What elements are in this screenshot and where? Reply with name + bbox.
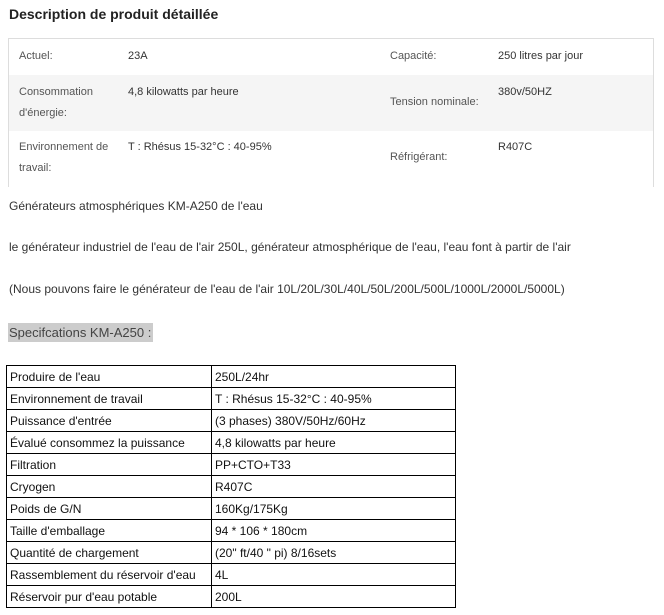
spec-value: 200L bbox=[212, 586, 456, 608]
spec-value: R407C bbox=[212, 476, 456, 498]
table-row bbox=[7, 454, 456, 476]
spec-label: Rassemblement du réservoir d'eau bbox=[7, 564, 212, 586]
spec-label: Taille d'emballage bbox=[7, 520, 212, 542]
table-row bbox=[7, 542, 456, 564]
spec-value: 4L bbox=[212, 564, 456, 586]
table-row bbox=[7, 388, 456, 410]
table-row bbox=[7, 410, 456, 432]
table-row bbox=[7, 366, 456, 388]
attribute-key: Capacité: bbox=[390, 50, 437, 62]
attributes-table bbox=[8, 38, 654, 187]
spec-value: T : Rhésus 15-32°C : 40-95% bbox=[212, 388, 456, 410]
spec-value: 160Kg/175Kg bbox=[212, 498, 456, 520]
spec-label: Poids de G/N bbox=[7, 498, 212, 520]
spec-value: 4,8 kilowatts par heure bbox=[212, 432, 456, 454]
attribute-value: R407C bbox=[498, 141, 533, 153]
attribute-value: 4,8 kilowatts par heure bbox=[128, 86, 239, 98]
spec-label: Évalué consommez la puissance bbox=[7, 432, 212, 454]
attribute-row bbox=[9, 131, 653, 187]
spec-table bbox=[6, 365, 456, 608]
attribute-row bbox=[9, 75, 653, 131]
table-row bbox=[7, 586, 456, 608]
spec-label: Cryogen bbox=[7, 476, 212, 498]
spec-label: Produire de l'eau bbox=[7, 366, 212, 388]
attribute-key: Environnement de travail: bbox=[19, 141, 109, 174]
attribute-key: Réfrigérant: bbox=[390, 151, 448, 163]
spec-label: Puissance d'entrée bbox=[7, 410, 212, 432]
description-paragraph: Générateurs atmosphériques KM-A250 de l'eau bbox=[9, 199, 263, 213]
table-row bbox=[7, 498, 456, 520]
table-row bbox=[7, 520, 456, 542]
attribute-key: Consommation d'énergie: bbox=[19, 86, 93, 119]
attribute-value: 250 litres par jour bbox=[498, 50, 583, 62]
spec-value: 94 * 106 * 180cm bbox=[212, 520, 456, 542]
spec-label: Quantité de chargement bbox=[7, 542, 212, 564]
table-row bbox=[7, 432, 456, 454]
spec-value: PP+CTO+T33 bbox=[212, 454, 456, 476]
spec-value: (20" ft/40 " pi) 8/16sets bbox=[212, 542, 456, 564]
spec-label: Environnement de travail bbox=[7, 388, 212, 410]
spec-title: Specifcations KM-A250 : bbox=[9, 325, 152, 340]
spec-label: Réservoir pur d'eau potable bbox=[7, 586, 212, 608]
attribute-row bbox=[9, 39, 653, 75]
section-heading: Description de produit détaillée bbox=[9, 6, 219, 22]
description-paragraph: (Nous pouvons faire le générateur de l'eau de l'air 10L/20L/30L/40L/50L/200L/500L/1000L/2000L/5000L) bbox=[9, 282, 565, 296]
spec-label: Filtration bbox=[7, 454, 212, 476]
attribute-value: 380v/50HZ bbox=[498, 86, 552, 98]
table-row bbox=[7, 476, 456, 498]
spec-value: 250L/24hr bbox=[212, 366, 456, 388]
attribute-value: 23A bbox=[128, 50, 148, 62]
table-row bbox=[7, 564, 456, 586]
spec-value: (3 phases) 380V/50Hz/60Hz bbox=[212, 410, 456, 432]
attribute-value: T : Rhésus 15-32°C : 40-95% bbox=[128, 141, 272, 153]
description-paragraph: le générateur industriel de l'eau de l'air 250L, générateur atmosphérique de l'eau, l'eau font à partir de l'air bbox=[9, 240, 571, 254]
attribute-key: Tension nominale: bbox=[390, 96, 479, 108]
attribute-key: Actuel: bbox=[19, 50, 53, 62]
